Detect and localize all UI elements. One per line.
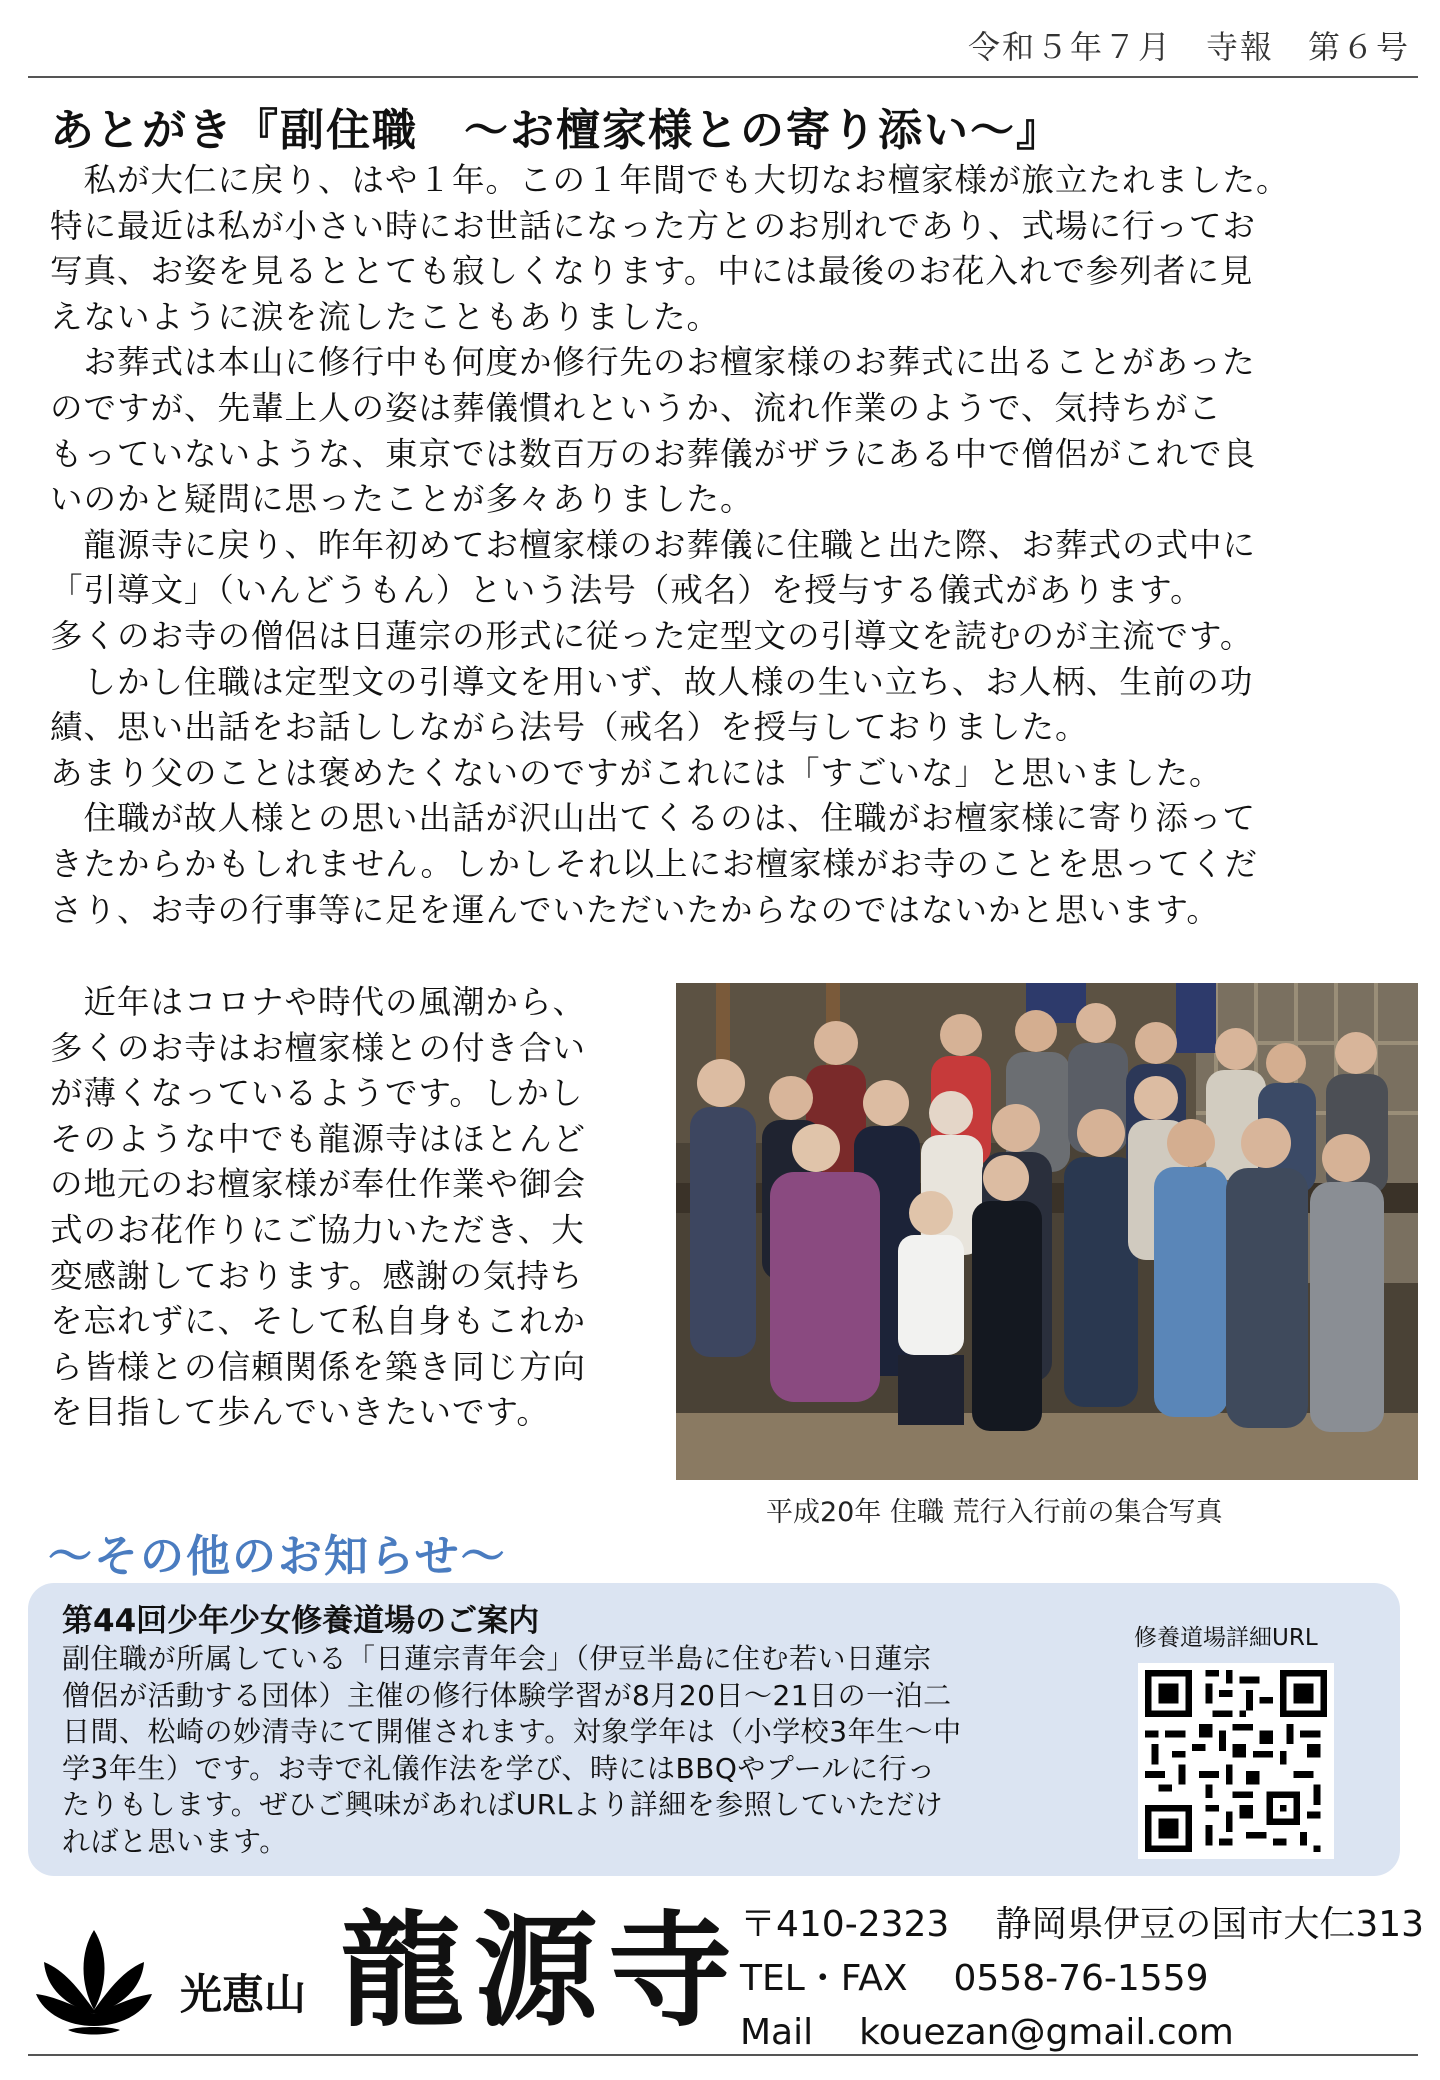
article-line: さり、お寺の行事等に足を運んでいただいたからなのではないかと思います。 xyxy=(50,890,1220,929)
mountain-name: 光恵山 xyxy=(180,1970,307,2019)
top-rule xyxy=(28,76,1418,78)
side-line: ら皆様との信頼関係を築き同じ方向 xyxy=(50,1347,587,1386)
qr-code-icon[interactable] xyxy=(1138,1663,1334,1859)
article-title: あとがき『副住職 ～お檀家様との寄り添い～』 xyxy=(50,105,1062,156)
article-line: もっていないような、東京では数百万のお葬儀がザラにある中で僧侶がこれで良 xyxy=(50,434,1257,473)
article-line: 私が大仁に戻り、はや１年。この１年間でも大切なお檀家様が旅立たれました。 xyxy=(50,161,1290,199)
notice-line: 僧侶が活動する団体）主催の修行体験学習が8月20日～21日の一泊二 xyxy=(62,1678,952,1712)
notice-title: 第44回少年少女修養道場のご案内 xyxy=(62,1603,540,1639)
temple-name: 龍源寺 xyxy=(340,1899,743,2044)
tel-number: 0558-76-1559 xyxy=(953,1958,1209,1999)
notice-line: たりもします。ぜひご興味があればURLより詳細を参照していただけ xyxy=(62,1788,944,1821)
article-line: のですが、先輩上人の姿は葬儀慣れというか、流れ作業のようで、気持ちがこ xyxy=(50,388,1222,427)
photo-caption: 平成20年 住職 荒行入行前の集合写真 xyxy=(766,1497,1223,1528)
article-side-text xyxy=(50,980,650,1436)
notice-body xyxy=(62,1641,1102,1860)
mail-address[interactable]: kouezan@gmail.com xyxy=(859,2012,1234,2053)
tel-row xyxy=(740,1952,1424,2006)
article-line: お葬式は本山に修行中も何度か修行先のお檀家様のお葬式に出ることがあった xyxy=(50,343,1256,382)
side-line: 式のお花作りにご協力いただき、大 xyxy=(50,1210,585,1249)
side-line: が薄くなっているようです。しかし xyxy=(50,1074,584,1113)
side-line: 変感謝しております。感謝の気持ち xyxy=(50,1256,584,1295)
notice-line: ればと思います。 xyxy=(62,1824,288,1858)
article-line: 龍源寺に戻り、昨年初めてお檀家様のお葬儀に住職と出た際、お葬式の式中に xyxy=(50,525,1257,564)
contact-block xyxy=(740,1898,1424,2060)
lotus-icon xyxy=(34,1922,154,2042)
qr-label: 修養道場詳細URL xyxy=(1134,1625,1318,1651)
notice-line: 副住職が所属している「日蓮宗青年会」（伊豆半島に住む若い日蓮宗 xyxy=(62,1642,932,1675)
article-line: いのかと疑問に思ったことが多々ありました。 xyxy=(50,480,754,519)
article-line: きたからかもしれません。しかしそれ以上にお檀家様がお寺のことを思ってくだ xyxy=(50,844,1258,883)
notice-line: 日間、松崎の妙清寺にて開催されます。対象学年は（小学校3年生～中 xyxy=(62,1715,962,1748)
article-line: えないように涙を流したこともありました。 xyxy=(50,297,721,336)
side-line: を忘れずに、そして私自身もこれか xyxy=(50,1302,587,1341)
bottom-rule xyxy=(28,2054,1418,2056)
other-news-heading: ～その他のお知らせ～ xyxy=(48,1531,507,1582)
article-body xyxy=(50,158,1406,933)
article-line: 多くのお寺の僧侶は日蓮宗の形式に従った定型文の引導文を読むのが主流です。 xyxy=(50,616,1254,655)
article-line: しかし住職は定型文の引導文を用いず、故人様の生い立ち、お人柄、生前の功 xyxy=(50,662,1254,701)
side-line: そのような中でも龍源寺はほとんど xyxy=(50,1119,587,1158)
mail-row xyxy=(740,2006,1424,2060)
article-line: 績、思い出話をお話ししながら法号（戒名）を授与しておりました。 xyxy=(50,708,1089,747)
side-line: 近年はコロナや時代の風潮から、 xyxy=(50,983,587,1021)
address-row xyxy=(740,1898,1424,1952)
issue-line: 令和５年７月 寺報 第６号 xyxy=(967,28,1410,66)
address: 静岡県伊豆の国市大仁313 xyxy=(995,1904,1425,1945)
postal-code: 〒410-2323 xyxy=(740,1904,950,1945)
notice-box xyxy=(28,1583,1400,1876)
article-line: 住職が故人様との思い出話が沢山出てくるのは、住職がお檀家様に寄り添って xyxy=(50,799,1257,838)
tel-label: TEL・FAX xyxy=(740,1958,908,1999)
group-photo xyxy=(676,983,1418,1480)
side-line: を目指して歩んでいきたいです。 xyxy=(50,1393,550,1432)
notice-line: 学3年生）です。お寺で礼儀作法を学び、時にはBBQやプールに行っ xyxy=(62,1751,936,1785)
article-line: 写真、お姿を見るととても寂しくなります。中には最後のお花入れで参列者に見 xyxy=(50,252,1254,291)
side-line: の地元のお檀家様が奉仕作業や御会 xyxy=(50,1165,587,1204)
article-line: 特に最近は私が小さい時にお世話になった方とのお別れであり、式場に行ってお xyxy=(50,206,1257,245)
article-line: 「引導文」（いんどうもん）という法号（戒名）を授与する儀式があります。 xyxy=(50,571,1204,610)
side-line: 多くのお寺はお檀家様との付き合い xyxy=(50,1028,587,1067)
mail-label: Mail xyxy=(740,2012,814,2053)
article-line: あまり父のことは褒めたくないのですがこれには「すごいな」と思いました。 xyxy=(50,753,1223,792)
